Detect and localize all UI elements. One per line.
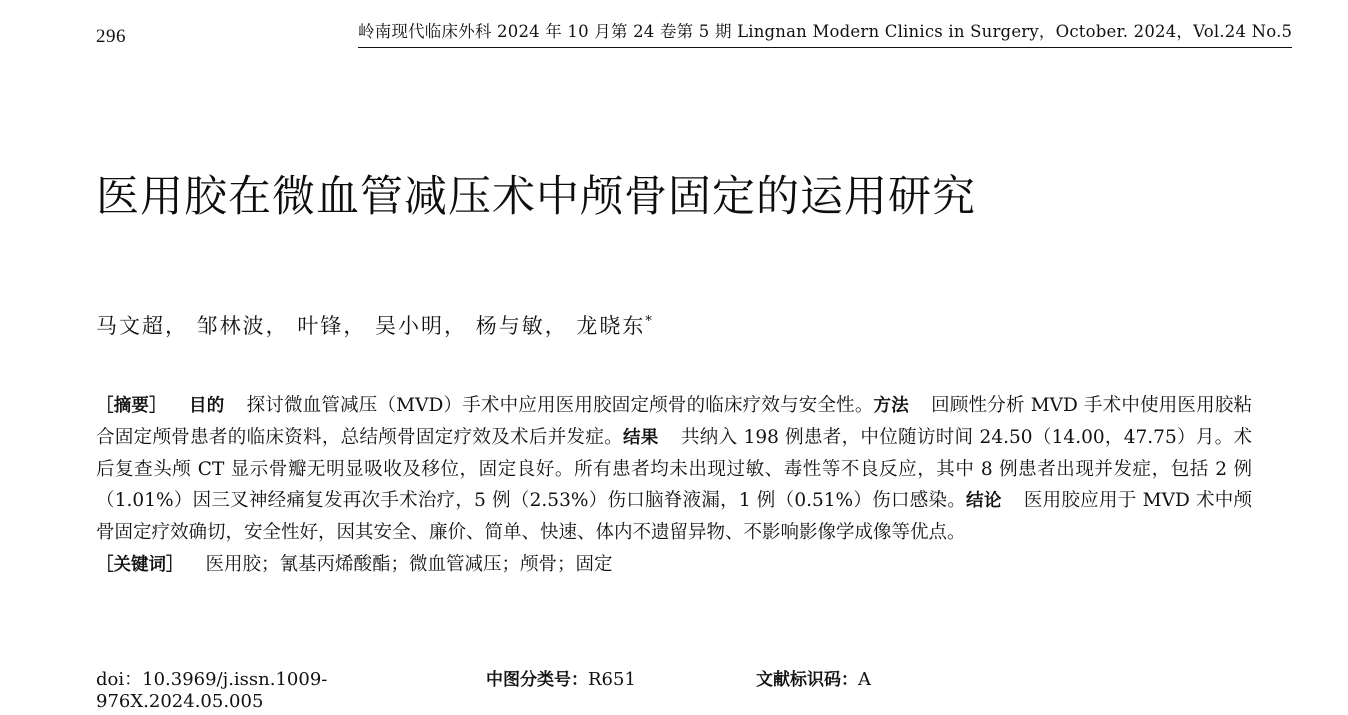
doi-value: doi：10.3969/j.issn.1009-976X.2024.05.005 [96,669,328,712]
abstract-conclusion-label: 结论 [966,491,1002,512]
abstract-results-text: 共纳入 198 例患者，中位随访时间 24.50（14.00，47.75）月。术后复查头颅 CT 显示骨瓣无明显吸收及移位，固定良好。所有患者均未出现过敏、毒性等不良反应，其中 8 例患者出现并发症，包括 2 例（1.01%）因三叉神经痛复发再次手术治疗，5 例（2.53%）伤口脑脊液漏，1 例（0.51%）伤口感染。 [96,426,1252,512]
page-number: 296 [96,26,126,47]
document-code [756,665,871,690]
abstract-paragraph [96,390,1252,549]
abstract-block [96,390,1252,581]
running-head [96,18,1293,48]
author-names: 马文超， 邹林波， 叶锋， 吴小明， 杨与敏， 龙晓东 [96,314,646,338]
abstract-label: ［摘要］ [96,396,167,416]
author-list [96,310,1196,340]
document-code-label: 文献标识码： [756,670,858,690]
abstract-results-label: 结果 [622,427,659,448]
abstract-conclusion-text: 医用胶应用于 MVD 术中颅骨固定疗效确切，安全性好，因其安全、廉价、简单、快速、体内不遗留异物、不影响影像学成像等优点。 [96,490,1252,544]
document-code-value: A [858,669,871,690]
page-title: 医用胶在微血管减压术中颅骨固定的运用研究 [96,171,976,222]
clc-value: R651 [588,669,636,690]
clc-label: 中图分类号： [486,670,588,690]
abstract-methods-text: 回顾性分析 MVD 手术中使用医用胶粘合固定颅骨患者的临床资料，总结颅骨固定疗效及术后并发症。 [96,395,1253,448]
journal-header-line: 岭南现代临床外科 2024 年 10 月第 24 卷第 5 期 Lingnan Modern Clinics in Surgery，October. 2024，Vol.24 No.5 [358,18,1292,48]
keywords-line [96,549,1252,581]
abstract-objective-label: 目的 [188,396,225,416]
keywords-text: 医用胶；氰基丙烯酸酯；微血管减压；颅骨；固定 [205,554,613,576]
abstract-methods-label: 方法 [873,396,909,416]
article-meta-line [96,665,1252,712]
corresponding-author-mark: * [645,314,654,329]
clc-number [486,665,756,690]
abstract-objective-text: 探讨微血管减压（MVD）手术中应用医用胶固定颅骨的临床疗效与安全性。 [246,395,874,416]
keywords-label: ［关键词］ [96,555,184,576]
